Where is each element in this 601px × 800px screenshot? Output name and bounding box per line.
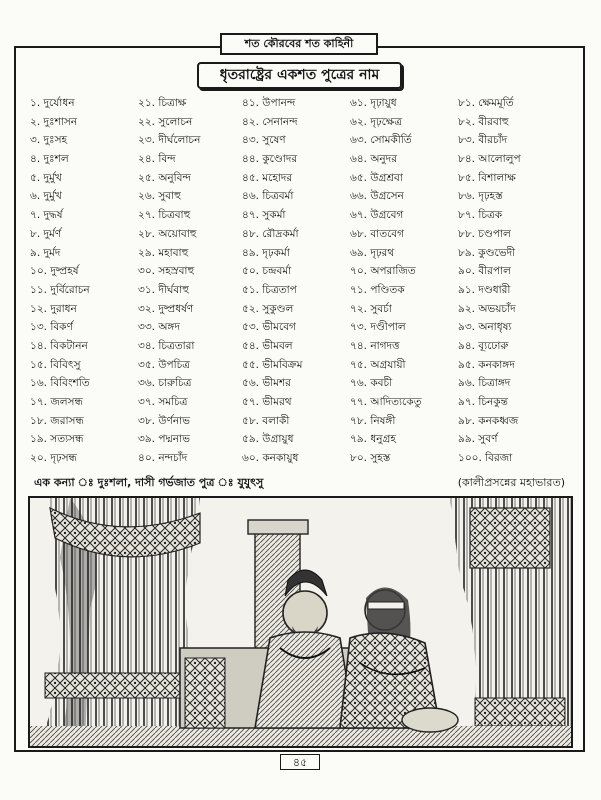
name-entry: ৭৬. কবচী	[350, 377, 393, 390]
name-entry: ৫২. সুকুণ্ডল	[242, 302, 294, 315]
name-entry: ১১. দুর্বিরোচন	[30, 283, 90, 296]
name-entry: ৫৭. ভীমরথ	[242, 396, 292, 408]
name-entry: ৪৫. মহোদর	[242, 171, 293, 184]
name-entry: ৩৪. চিত্রতারা	[138, 339, 195, 352]
name-entry: ৭৯. ধনুগ্রহ	[350, 433, 396, 446]
name-entry: ৮৬. দৃঢ়হস্ত	[458, 190, 503, 203]
name-entry: ৯২. অভয়চাঁদ	[458, 302, 516, 315]
name-entry: ৭২. সুবর্চা	[350, 302, 392, 315]
name-entry: ৭৪. নাগদত্ত	[350, 339, 400, 352]
illustration	[28, 496, 573, 748]
name-entry: ৬৪. অনুদর	[350, 153, 397, 166]
name-entry: ১৪. বিকটানন	[30, 339, 88, 352]
name-entry: ৬৬. উগ্রসেন	[350, 190, 404, 203]
name-entry: ১৯. সত্যসন্ধ	[30, 433, 84, 446]
name-entry: ২১. চিত্রাক্ষ	[138, 97, 187, 109]
name-entry: ১. দুর্যোধন	[30, 97, 75, 109]
name-entry: ৫৮. বলাকী	[242, 414, 290, 427]
name-entry: ৩৮. উর্ণনাভ	[138, 414, 190, 427]
name-entry: ৪২. সেনানন্দ	[242, 115, 298, 128]
name-entry: ৭৩. দণ্ডীপাল	[350, 321, 406, 334]
name-entry: ৩১. দীর্ঘবাহু	[138, 283, 189, 296]
name-entry: ৬২. দৃঢ়ক্ষেত্র	[350, 115, 403, 128]
illustration-drawing	[30, 498, 571, 746]
name-entry: ১০. দুষ্প্রহর্ষ	[30, 265, 79, 278]
names-column-4	[350, 94, 458, 469]
name-entry: ৫৪. ভীমবল	[242, 339, 293, 352]
name-entry: ২০. দৃঢ়সন্ধ	[30, 452, 77, 465]
name-entry: ৩. দুঃসহ	[30, 134, 68, 147]
name-entry: ৭৮. নিষঙ্গী	[350, 414, 396, 427]
name-entry: ৫৬. ভীমশর	[242, 377, 291, 390]
name-entry: ৮৩. বীরচাঁদ	[458, 134, 508, 147]
name-entry: ৪৬. চিত্রবর্মা	[242, 190, 294, 203]
name-entry: ৯৬. চিত্রাঙ্গদ	[458, 377, 511, 390]
name-entry: ৫৩. ভীমবেগ	[242, 321, 296, 334]
name-entry: ৯৯. সুবর্ণ	[458, 433, 498, 446]
name-entry: ৯৮. কনকধ্বজ	[458, 414, 519, 427]
name-entry: ২৩. দীর্ঘলোচন	[138, 134, 201, 147]
names-column-1	[30, 94, 138, 469]
name-entry: ৭৭. আদিত্যকেতু	[350, 396, 422, 408]
name-entry: ২. দুঃশাসন	[30, 115, 78, 128]
name-entry: ৬৯. দৃঢ়রথ	[350, 246, 395, 259]
name-entry: ৯৪. ব্যূঢোরু	[458, 339, 509, 352]
names-column-3	[242, 94, 350, 469]
name-entry: ৮১. ক্ষেমমূর্তি	[458, 97, 514, 109]
name-entry: ৩৫. উপচিত্র	[138, 358, 191, 371]
name-entry: ৯০. বীরপাল	[458, 265, 511, 278]
name-entry: ২৭. চিত্রবাহু	[138, 209, 191, 222]
name-entry: ৮৫. বিশালাক্ষ	[458, 171, 516, 184]
name-entry: ৭. দুদ্ধর্ষ	[30, 209, 63, 222]
name-entry: ৬৮. বাতবেগ	[350, 227, 405, 240]
name-entry: ২৫. অনুবিন্দ	[138, 171, 191, 184]
name-entry: ২৯. মহাবাহু	[138, 246, 189, 259]
name-entry: ৪৯. দৃঢ়কর্মা	[242, 246, 290, 259]
name-entry: ৩৭. সমচিত্র	[138, 396, 188, 408]
name-entry: ৩০. সহস্রবাহু	[138, 265, 195, 278]
name-entry: ২২. সুলোচন	[138, 115, 193, 128]
names-list	[30, 94, 580, 469]
name-entry: ৭৫. অগ্রযায়ী	[350, 358, 406, 371]
name-entry: ৮২. বীরবাহু	[458, 115, 509, 128]
name-entry: ১৬. বিবিংশতি	[30, 377, 90, 390]
name-entry: ৮৭. চিত্রক	[458, 209, 503, 222]
name-entry: ৪০. নন্দচাঁদ	[138, 452, 188, 465]
name-entry: ৯. দুর্মদ	[30, 246, 61, 259]
name-entry: ৩৬. চারুচিত্র	[138, 377, 192, 390]
name-entry: ৬০. কনকায়ুধ	[242, 452, 299, 465]
book-title: শত কৌরবের শত কাহিনী	[220, 33, 378, 55]
name-entry: ১৮. জরাসন্ধ	[30, 414, 84, 427]
name-entry: ৬৩. সোমকীর্তি	[350, 134, 412, 147]
name-entry: ৯৫. কনকাঙ্গদ	[458, 358, 515, 371]
name-entry: ৮. দুর্মর্ণ	[30, 227, 62, 240]
name-entry: ৫. দুর্মুখ	[30, 171, 62, 184]
name-entry: ৮৮. চণ্ডপাল	[458, 227, 511, 240]
name-entry: ৬৭. উগ্রবেগ	[350, 209, 404, 222]
name-entry: ৮০. সুহস্ত	[350, 452, 391, 465]
name-entry: ৮৯. কুণ্ডভেদী	[458, 246, 516, 259]
name-entry: ৬. দুর্মুখ	[30, 190, 62, 203]
name-entry: ৭১. পণ্ডিতক	[350, 283, 405, 296]
names-column-2	[138, 94, 242, 469]
name-entry: ৬১. দৃঢ়ায়ুধ	[350, 97, 397, 109]
footnote: এক কন্যা ঃ দুঃশলা, দাসী গর্ভজাত পুত্র ঃ যুযুৎসু	[34, 476, 264, 489]
name-entry: ১২. দুরাধন	[30, 302, 77, 315]
name-entry: ৪৪. কুণ্ডোদর	[242, 153, 298, 166]
name-entry: ১০০. বিরজা	[458, 452, 513, 465]
name-entry: ৯৭. চিনকুন্ত	[458, 396, 508, 408]
names-column-5	[458, 94, 580, 469]
name-entry: ৪৩. সুষেণ	[242, 134, 286, 147]
name-entry: ১৩. বিকর্ণ	[30, 321, 73, 334]
name-entry: ৭০. অপরাজিত	[350, 265, 416, 278]
name-entry: ৩২. দুষ্প্রধর্ষণ	[138, 302, 194, 315]
name-entry: ৫০. চন্দ্রবর্মা	[242, 265, 292, 278]
name-entry: ৫১. চিত্রতাপ	[242, 283, 297, 296]
source-citation: (কালীপ্রসন্নের মহাভারত)	[457, 476, 565, 489]
name-entry: ৪৮. রৌদ্রকর্মা	[242, 227, 299, 240]
name-entry: ৪১. উপানন্দ	[242, 97, 296, 109]
name-entry: ১৫. বিবিৎসু	[30, 358, 81, 371]
name-entry: ৪. দুঃশল	[30, 153, 69, 166]
name-entry: ৫৫. ভীমবিক্রম	[242, 358, 303, 371]
name-entry: ২৬. সুবাহু	[138, 190, 181, 203]
name-entry: ১৭. জলসন্ধ	[30, 396, 83, 408]
name-entry: ৫৯. উগ্রায়ুধ	[242, 433, 294, 446]
name-entry: ৪৭. সুকর্মা	[242, 209, 286, 222]
name-entry: ২৪. বিন্দ	[138, 153, 176, 166]
name-entry: ৩৯. পদ্মনাভ	[138, 433, 190, 446]
name-entry: ৮৪. আলোলুপ	[458, 153, 521, 166]
name-entry: ২৮. অয়োবাহু	[138, 227, 197, 240]
name-entry: ৩৩. অঙ্গদ	[138, 321, 180, 334]
name-entry: ৯৩. অনাধৃষ্য	[458, 321, 512, 334]
name-entry: ৬৫. উগ্রশ্রবা	[350, 171, 403, 184]
name-entry: ৯১. দণ্ডধারী	[458, 283, 511, 296]
page-title: ধৃতরাষ্ট্রের একশত পুত্রের নাম	[197, 62, 402, 89]
page-number: ৪৫	[280, 754, 320, 770]
